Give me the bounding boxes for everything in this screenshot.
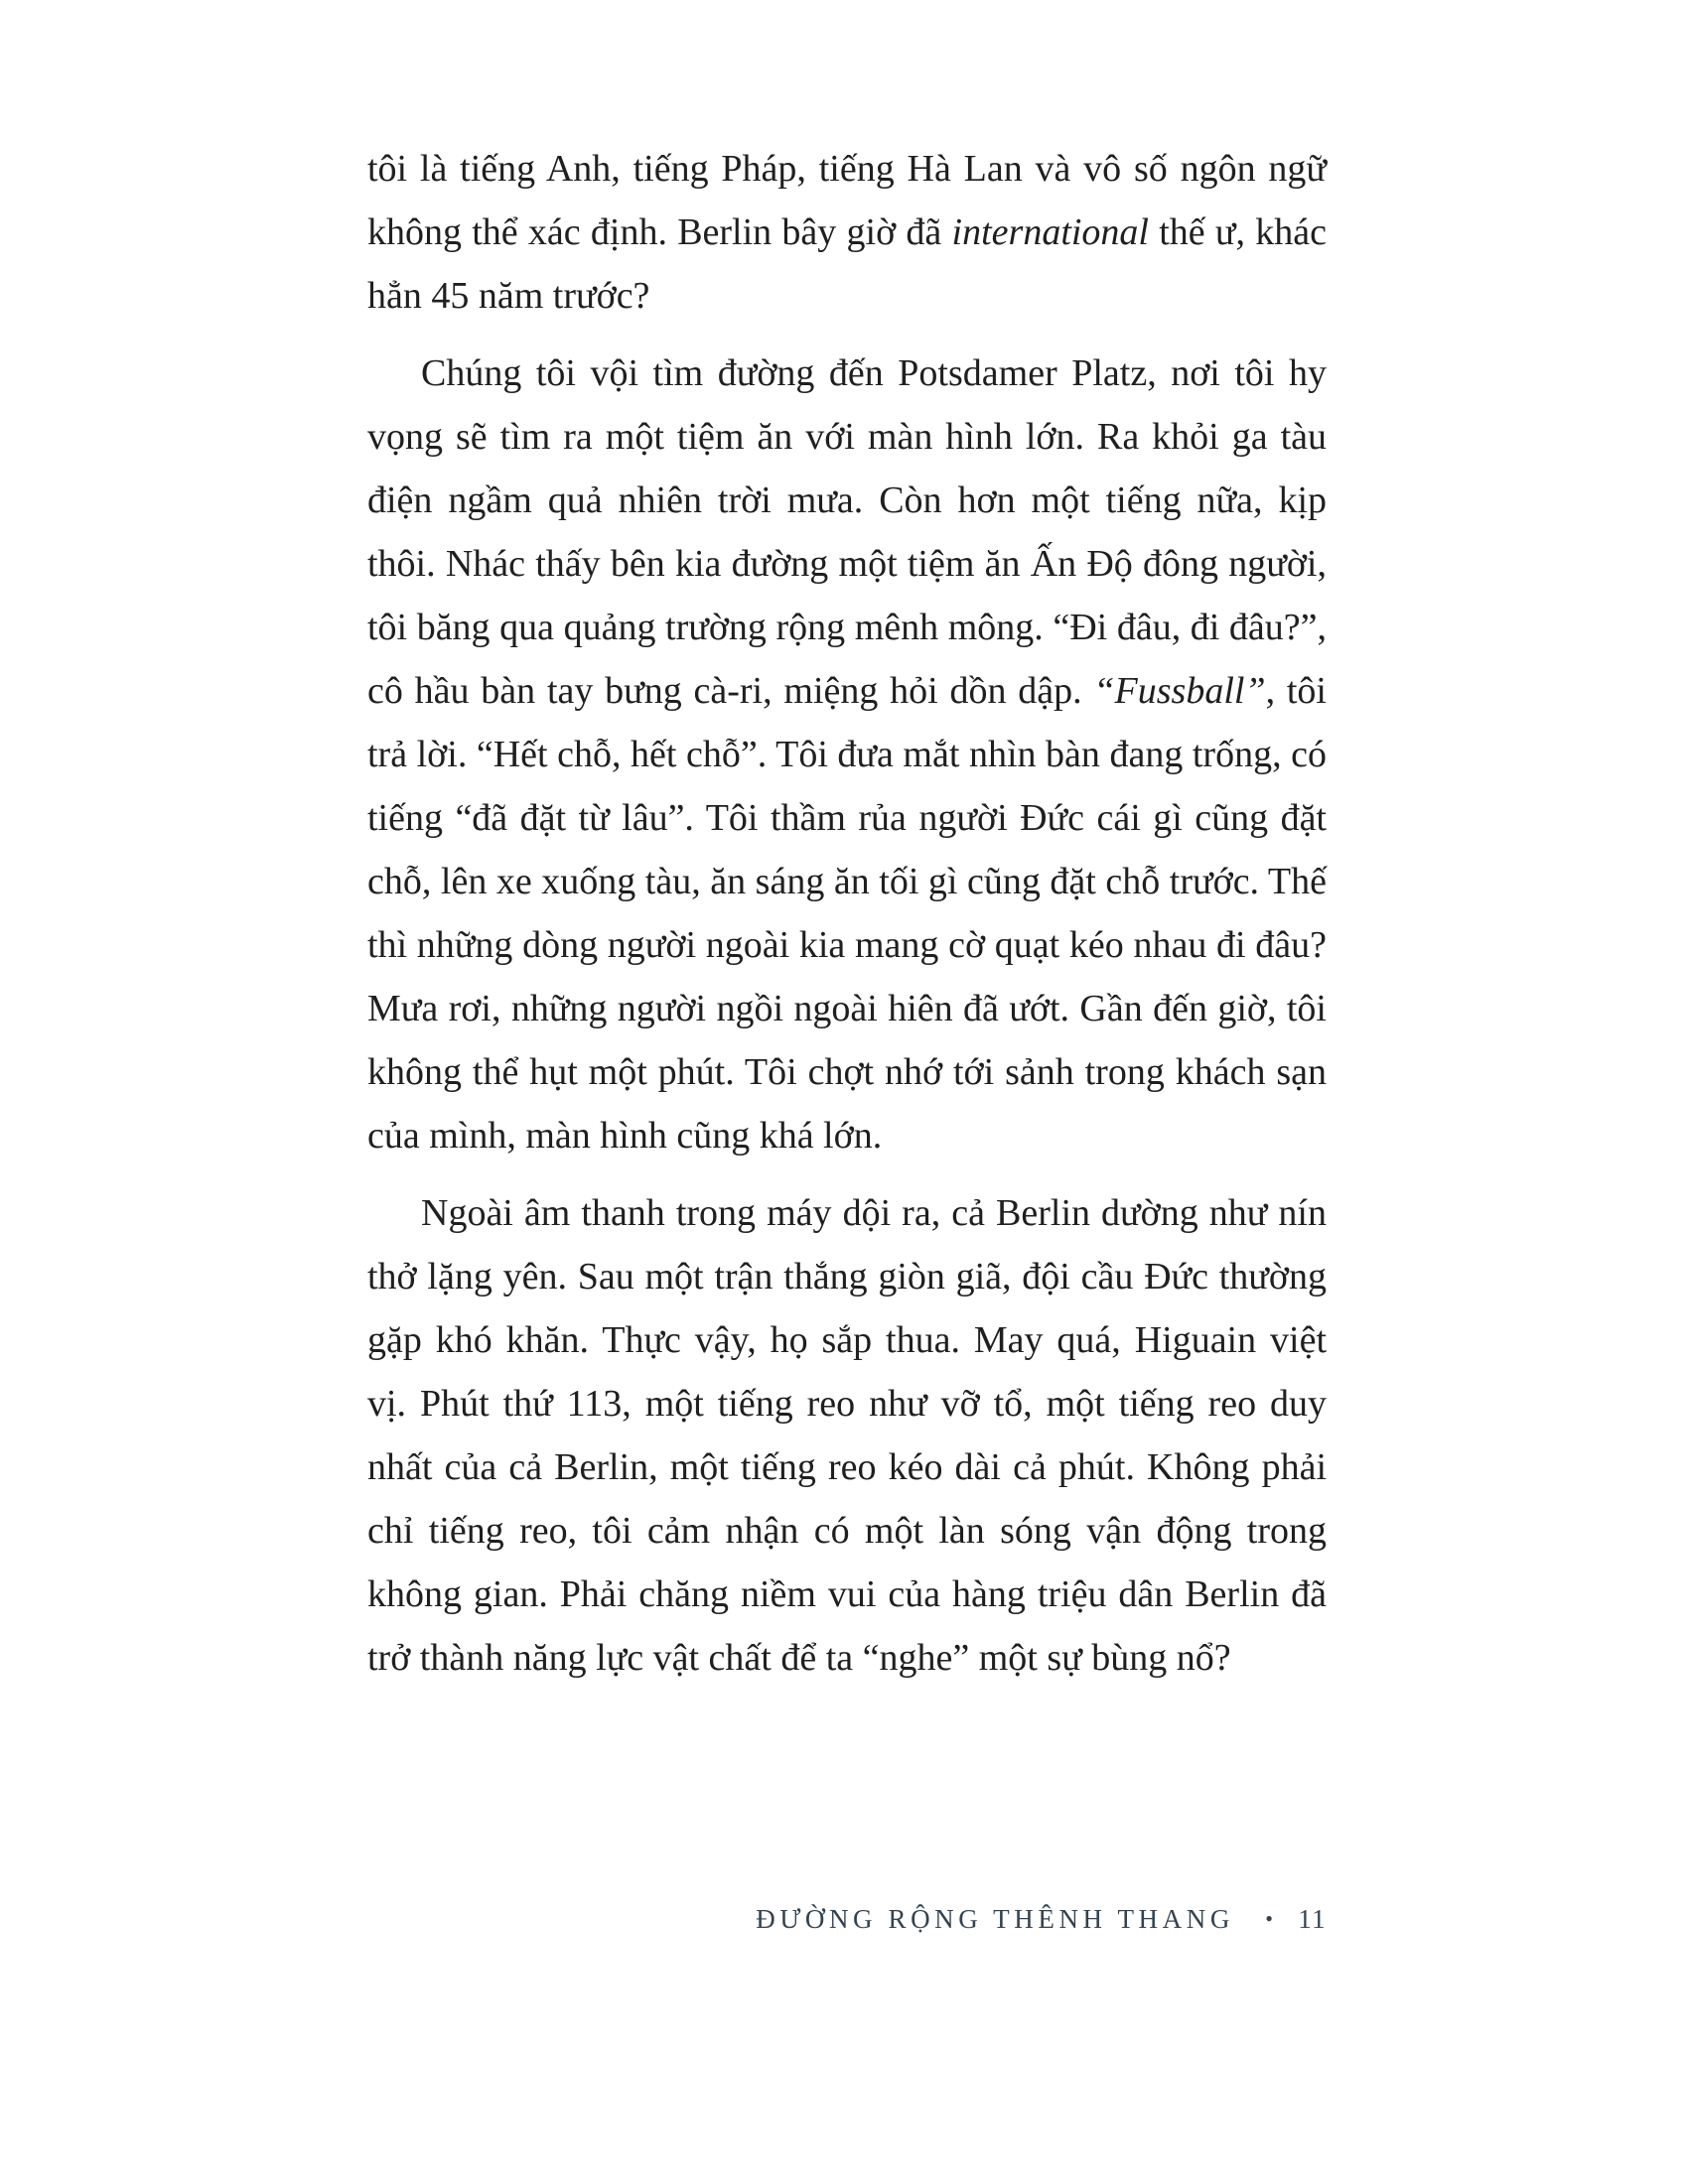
text-run: Chúng tôi vội tìm đường đến Potsdamer Platz, nơi tôi hy vọng sẽ tìm ra một tiệm ăn với màn hình lớn. Ra khỏi ga tàu điện ngầm quả nhiên trời mưa. Còn hơn một tiếng nữa, kịp thôi. Nhác thấy bên kia đường một tiệm ăn Ấn Độ đông người, tôi băng qua quảng trường rộng mênh mông. “Đi đâu, đi đâu?”, cô hầu bàn tay bưng cà-ri, miệng hỏi dồn dập. [367, 352, 1327, 712]
italic-text-run: “Fussball” [1093, 670, 1266, 712]
paragraph [367, 341, 1327, 1167]
text-run: Ngoài âm thanh trong máy dội ra, cả Berlin dường như nín thở lặng yên. Sau một trận thắng giòn giã, đội cầu Đức thường gặp khó khăn. Thực vậy, họ sắp thua. May quá, Higuain việt vị. Phút thứ 113, một tiếng reo như vỡ tổ, một tiếng reo duy nhất của cả Berlin, một tiếng reo kéo dài cả phút. Không phải chỉ tiếng reo, tôi cảm nhận có một làn sóng vận động trong không gian. Phải chăng niềm vui của hàng triệu dân Berlin đã trở thành năng lực vật chất để ta “nghe” một sự bùng nổ? [367, 1192, 1327, 1679]
text-run: , tôi trả lời. “Hết chỗ, hết chỗ”. Tôi đưa mắt nhìn bàn đang trống, có tiếng “đã đặt từ lâu”. Tôi thầm rủa người Đức cái gì cũng đặt chỗ, lên xe xuống tàu, ăn sáng ăn tối gì cũng đặt chỗ trước. Thế thì những dòng người ngoài kia mang cờ quạt kéo nhau đi đâu? Mưa rơi, những người ngồi ngoài hiên đã ướt. Gần đến giờ, tôi không thể hụt một phút. Tôi chợt nhớ tới sảnh trong khách sạn của mình, màn hình cũng khá lớn. [367, 670, 1327, 1157]
paragraph [367, 137, 1327, 328]
page-footer [756, 1904, 1327, 1935]
bullet-separator-icon: • [1265, 1906, 1273, 1931]
paragraph [367, 1181, 1327, 1690]
text-block [367, 137, 1327, 1704]
text-run: thế ư, khác hẳn 45 năm trước? [367, 211, 1327, 317]
text-run: tôi là tiếng Anh, tiếng Pháp, tiếng Hà Lan và vô số ngôn ngữ không thể xác định. Berlin bây giờ đã [367, 148, 1327, 253]
italic-text-run: international [951, 211, 1149, 253]
running-title: ĐƯỜNG RỘNG THÊNH THANG [756, 1904, 1234, 1934]
page-number: 11 [1298, 1904, 1327, 1934]
